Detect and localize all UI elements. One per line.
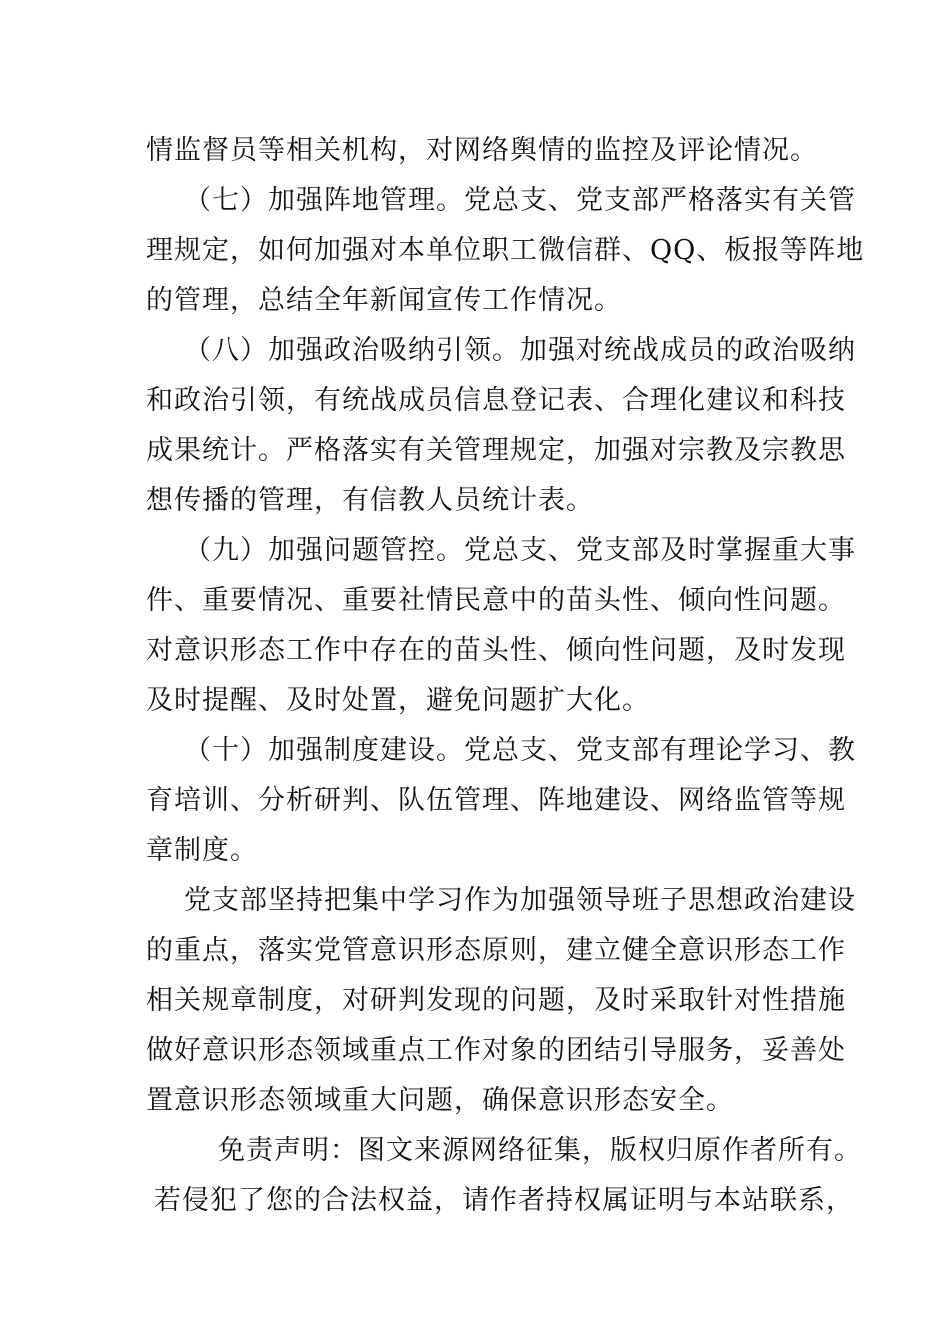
text-line: 的重点，落实党管意识形态原则，建立健全意识形态工作 (146, 935, 846, 966)
text-line: 成果统计。严格落实有关管理规定，加强对宗教及宗教思 (146, 435, 846, 466)
disclaimer-line: 免责声明：图文来源网络征集，版权归原作者所有。 (218, 1135, 862, 1166)
text-line: 对意识形态工作中存在的苗头性、倾向性问题，及时发现 (146, 635, 846, 666)
text-line: 件、重要情况、重要社情民意中的苗头性、倾向性问题。 (146, 585, 846, 616)
text-line: 相关规章制度，对研判发现的问题，及时采取针对性措施 (146, 985, 846, 1016)
text-line: 及时提醒、及时处置，避免问题扩大化。 (146, 685, 650, 716)
text-line: （九）加强问题管控。党总支、党支部及时掌握重大事 (184, 535, 856, 566)
text-line: 章制度。 (146, 835, 258, 866)
text-line: 情监督员等相关机构，对网络舆情的监控及评论情况。 (146, 135, 818, 166)
text-line: 做好意识形态领域重点工作对象的团结引导服务，妥善处 (146, 1035, 846, 1066)
text-line: 和政治引领，有统战成员信息登记表、合理化建议和科技 (146, 385, 846, 416)
text-line: 想传播的管理，有信教人员统计表。 (146, 485, 594, 516)
text-line: 理规定，如何加强对本单位职工微信群、QQ、板报等阵地 (146, 235, 865, 266)
text-line: （七）加强阵地管理。党总支、党支部严格落实有关管 (184, 185, 856, 216)
text-line: 育培训、分析研判、队伍管理、阵地建设、网络监管等规 (146, 785, 846, 816)
text-line: 置意识形态领域重大问题，确保意识形态安全。 (146, 1085, 734, 1116)
text-line: 党支部坚持把集中学习作为加强领导班子思想政治建设 (184, 885, 856, 916)
text-line: 的管理，总结全年新闻宣传工作情况。 (146, 285, 622, 316)
disclaimer-line: 若侵犯了您的合法权益，请作者持权属证明与本站联系， (154, 1185, 854, 1216)
text-line: （八）加强政治吸纳引领。加强对统战成员的政治吸纳 (184, 335, 856, 366)
text-line: （十）加强制度建设。党总支、党支部有理论学习、教 (184, 735, 856, 766)
